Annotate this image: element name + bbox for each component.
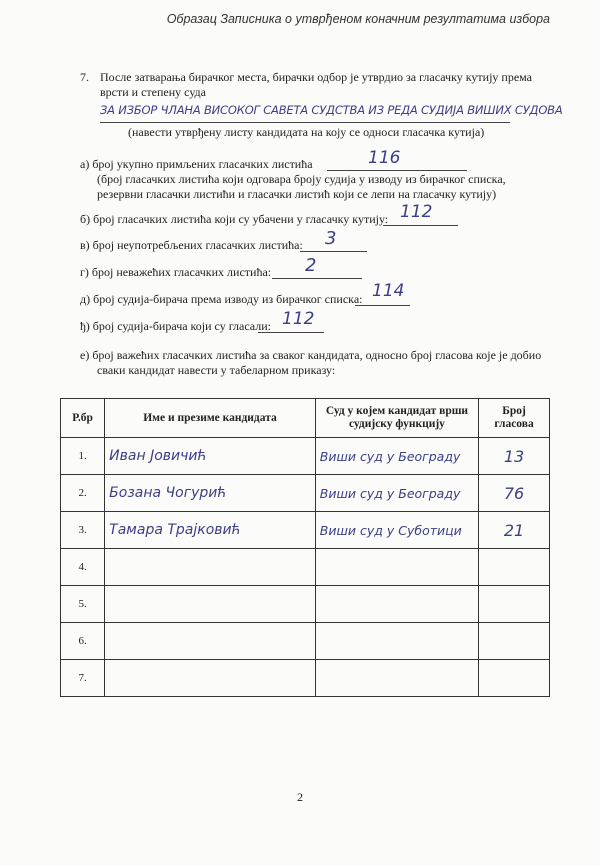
candidate-name bbox=[105, 660, 316, 697]
candidate-name bbox=[105, 586, 316, 623]
field-e-line1: е) број важећих гласачких листића за сваког кандидата, односно број гласова које је добио bbox=[80, 348, 542, 362]
field-e-line2: сваки кандидат навести у табеларном приказу: bbox=[97, 363, 336, 377]
field-g-label: г) број неважећих гласачких листића: bbox=[80, 265, 272, 279]
candidate-name bbox=[105, 623, 316, 660]
results-table bbox=[60, 398, 550, 697]
field-v-line bbox=[300, 251, 367, 252]
item-7-text-line2: врсти и степену суда bbox=[100, 85, 206, 99]
header-votes: Број гласова bbox=[479, 399, 550, 438]
field-d-value: 114 bbox=[372, 281, 405, 301]
page-number: 2 bbox=[297, 790, 303, 804]
header-ordinal: Р.бр bbox=[61, 399, 105, 438]
candidate-court bbox=[315, 623, 478, 660]
field-a-note2: резервни гласачки листићи и гласачки листић који се лепи на гласачку кутију) bbox=[97, 187, 497, 201]
list-hint: (навести утврђену листу кандидата на коју се односи гласачка кутија) bbox=[128, 125, 485, 139]
field-g-line bbox=[272, 278, 362, 279]
table-row bbox=[61, 549, 550, 586]
candidate-court bbox=[315, 660, 478, 697]
candidate-votes: 76 bbox=[479, 475, 550, 512]
table-row bbox=[61, 438, 550, 475]
handwritten-list-name: ЗА ИЗБОР ЧЛАНА ВИСОКОГ САВЕТА СУДСТВА ИЗ РЕДА СУДИЈА ВИШИХ СУДОВА bbox=[100, 103, 563, 117]
field-v-label: в) број неупотребљених гласачких листића: bbox=[80, 238, 303, 252]
candidate-court bbox=[315, 586, 478, 623]
table-row bbox=[61, 512, 550, 549]
candidate-votes: 21 bbox=[479, 512, 550, 549]
row-number: 6. bbox=[61, 623, 105, 660]
field-a-note1: (број гласачких листића који одговара броју судија у изводу из бирачког списка, bbox=[97, 172, 506, 186]
table-row bbox=[61, 660, 550, 697]
field-g-value: 2 bbox=[305, 255, 317, 276]
candidate-name: Тамара Трајковић bbox=[105, 512, 316, 549]
list-underline bbox=[100, 122, 510, 123]
field-v-value: 3 bbox=[325, 228, 337, 249]
candidate-votes bbox=[479, 660, 550, 697]
field-d-line bbox=[355, 305, 410, 306]
header-candidate-name: Име и презиме кандидата bbox=[105, 399, 316, 438]
candidate-court: Виши суд у Београду bbox=[315, 475, 478, 512]
candidate-votes bbox=[479, 549, 550, 586]
field-a-line bbox=[327, 170, 467, 171]
candidate-name bbox=[105, 549, 316, 586]
field-dj-value: 112 bbox=[282, 309, 315, 329]
candidate-court bbox=[315, 549, 478, 586]
row-number: 4. bbox=[61, 549, 105, 586]
field-b-line bbox=[383, 225, 458, 226]
table-row bbox=[61, 475, 550, 512]
row-number: 5. bbox=[61, 586, 105, 623]
candidate-name: Иван Јовичић bbox=[105, 438, 316, 475]
table-header-row bbox=[61, 399, 550, 438]
row-number: 3. bbox=[61, 512, 105, 549]
table-row bbox=[61, 586, 550, 623]
field-dj-label: ђ) број судија-бирача који су гласали: bbox=[80, 319, 271, 333]
candidate-votes: 13 bbox=[479, 438, 550, 475]
candidate-name: Бозана Чогурић bbox=[105, 475, 316, 512]
field-a-value: 116 bbox=[368, 148, 401, 168]
row-number: 2. bbox=[61, 475, 105, 512]
field-a-label: а) број укупно примљених гласачких листића bbox=[80, 157, 313, 171]
row-number: 1. bbox=[61, 438, 105, 475]
table-row bbox=[61, 623, 550, 660]
field-b-label: б) број гласачких листића који су убачени у гласачку кутију: bbox=[80, 212, 389, 226]
document-header: Образац Записника о утврђеном коначним резултатима избора bbox=[166, 12, 550, 26]
candidate-votes bbox=[479, 586, 550, 623]
field-dj-line bbox=[258, 332, 324, 333]
row-number: 7. bbox=[61, 660, 105, 697]
item-7-text-line1: После затварања бирачког места, бирачки одбор је утврдио за гласачку кутију према bbox=[100, 70, 532, 84]
field-b-value: 112 bbox=[400, 202, 433, 222]
candidate-court: Виши суд у Суботици bbox=[315, 512, 478, 549]
field-d-label: д) број судија-бирача према изводу из бирачког списка: bbox=[80, 292, 363, 306]
candidate-votes bbox=[479, 623, 550, 660]
header-court: Суд у којем кандидат врши судијску функцију bbox=[315, 399, 478, 438]
item-7-number: 7. bbox=[80, 70, 89, 84]
candidate-court: Виши суд у Београду bbox=[315, 438, 478, 475]
